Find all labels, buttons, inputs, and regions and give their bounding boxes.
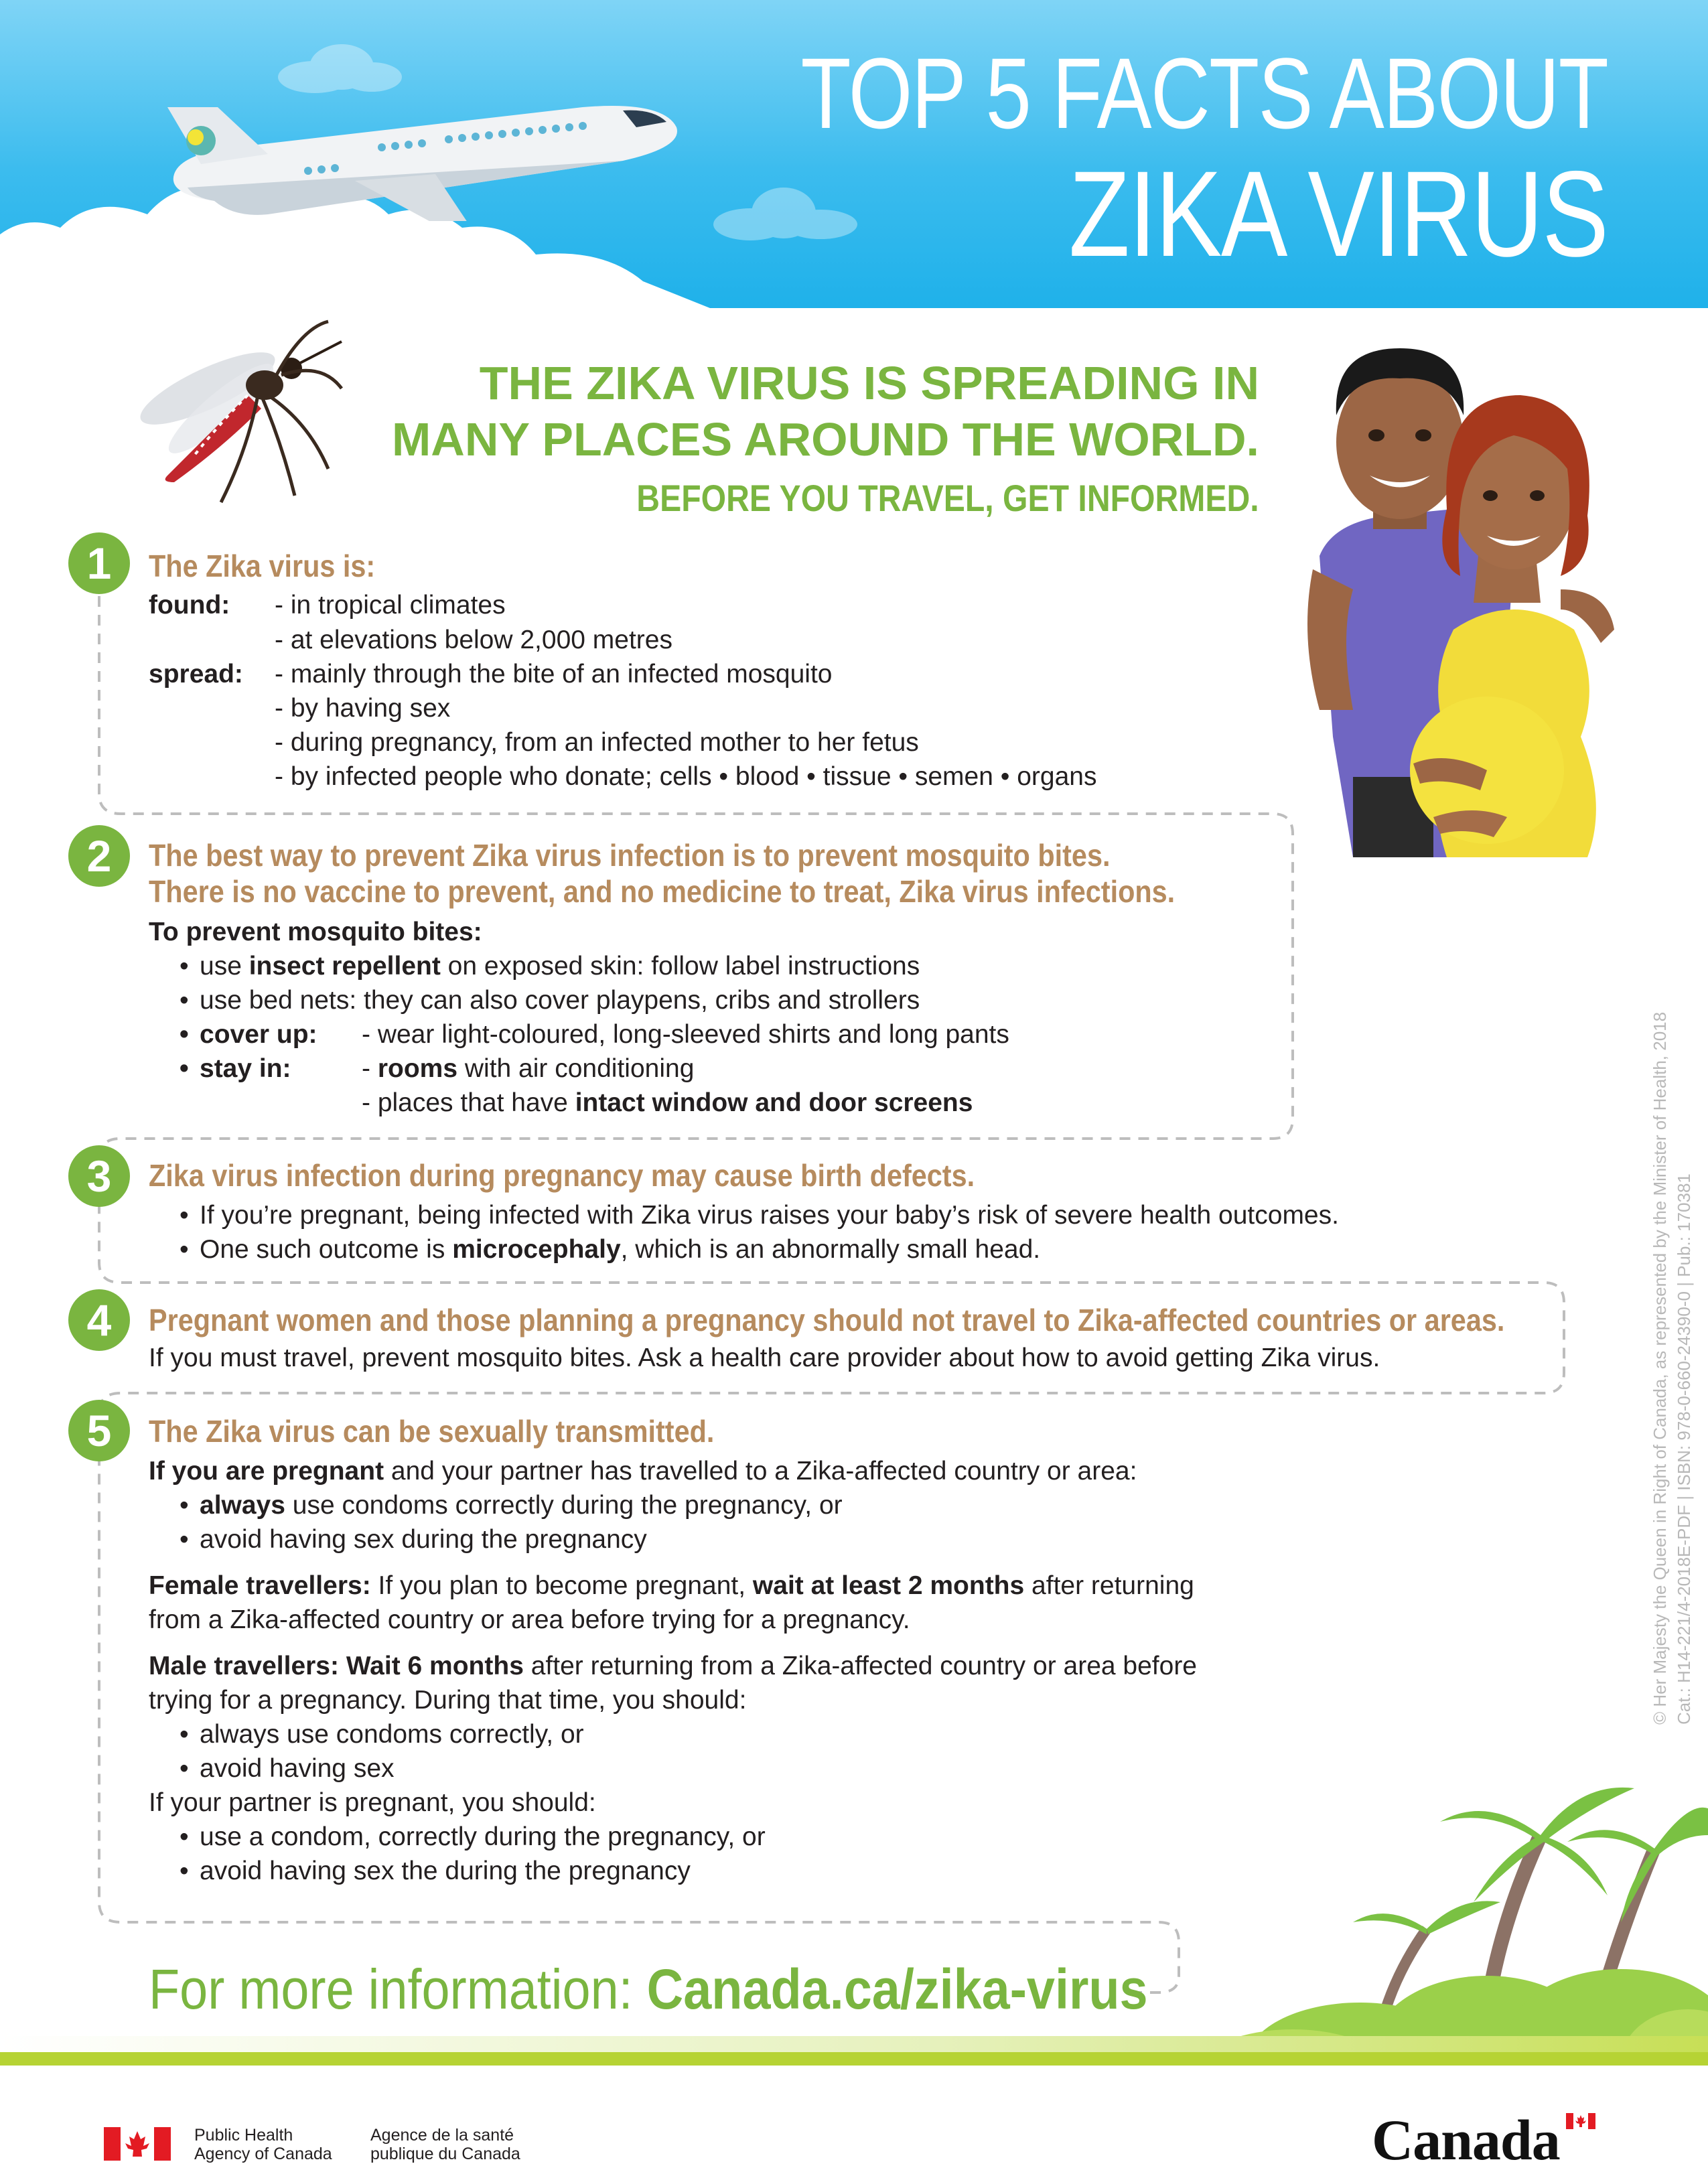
intro-subheading: BEFORE YOU TRAVEL, GET INFORMED. [636, 477, 1259, 519]
list-item-label: • cover up: [200, 1017, 317, 1052]
bold-span: microcephaly [452, 1235, 621, 1264]
paragraph [149, 1649, 1197, 1684]
list-item: • use bed nets: they can also cover playpens, cribs and strollers [200, 983, 920, 1018]
spread-item: - mainly through the bite of an infected mosquito [275, 660, 833, 689]
spread-label: spread: [149, 660, 243, 689]
copyright-notice [1648, 1012, 1696, 1725]
bold-span: intact window and door screens [575, 1088, 973, 1117]
text-span: on exposed skin: follow label instructions [440, 952, 920, 981]
agency-line: Agency of Canada [194, 2145, 332, 2163]
text-span: If you plan to become pregnant, [370, 1571, 753, 1600]
list-item-text [362, 1052, 694, 1086]
bold-span: insect repellent [248, 952, 441, 981]
list-item [200, 1488, 843, 1523]
list-item: • avoid having sex during the pregnancy [200, 1522, 647, 1557]
fact-4-text: If you must travel, prevent mosquito bites. Ask a health care provider about how to avoid getting Zika virus. [149, 1344, 1380, 1372]
text-span: use condoms correctly during the pregnancy, or [285, 1491, 843, 1520]
bold-span: wait at least 2 months [752, 1571, 1025, 1600]
fact-5-badge: 5 [68, 1400, 130, 1461]
paragraph [149, 1454, 1137, 1489]
intro-line1: THE ZIKA VIRUS IS SPREADING IN [479, 357, 1259, 409]
more-info-prefix: For more information: [149, 1958, 647, 2021]
text-span: after returning [1024, 1571, 1194, 1600]
copyright-line: © Her Majesty the Queen in Right of Canada, as represented by the Minister of Health, 2018 [1650, 1011, 1670, 1725]
fact-2-badge: 2 [68, 825, 130, 887]
paragraph [149, 1569, 1194, 1603]
fact-2-subheading: To prevent mosquito bites: [149, 918, 482, 946]
list-item-text: - wear light-coloured, long-sleeved shirts and long pants [362, 1020, 1009, 1049]
canada-wordmark: Canada [1372, 2108, 1560, 2170]
bold-span: If you are pregnant [149, 1457, 384, 1486]
page-title-line1: TOP 5 FACTS ABOUT [800, 37, 1608, 149]
spread-item: - by infected people who donate; cells • blood • tissue • semen • organs [275, 762, 1097, 791]
fact-4-heading: Pregnant women and those planning a pregnancy should not travel to Zika-affected countries or areas. [149, 1303, 1505, 1337]
bold-span: always [200, 1491, 285, 1520]
fact-3-heading: Zika virus infection during pregnancy may cause birth defects. [149, 1158, 975, 1193]
wordmark-flag-icon [1566, 2113, 1595, 2129]
text-span: - places that have [362, 1088, 575, 1117]
list-item: • always use condoms correctly, or [200, 1717, 584, 1752]
paragraph: If your partner is pregnant, you should: [149, 1788, 596, 1817]
text-span: with air conditioning [457, 1054, 695, 1083]
page-title-line2: ZIKA VIRUS [1068, 145, 1608, 282]
fact-2-heading-line2: There is no vaccine to prevent, and no medicine to treat, Zika virus infections. [149, 874, 1176, 909]
fact-4-badge: 4 [68, 1289, 130, 1351]
intro-line2: MANY PLACES AROUND THE WORLD. [392, 413, 1259, 465]
paragraph: trying for a pregnancy. During that time, you should: [149, 1686, 747, 1715]
text-span: One such outcome is [200, 1235, 453, 1264]
text-span: use [200, 952, 249, 981]
bold-span: Male travellers: Wait 6 months [149, 1652, 524, 1680]
ground-strip [0, 2051, 1708, 2066]
found-item: - in tropical climates [275, 591, 506, 620]
agency-line: Agence de la santé [370, 2126, 514, 2145]
fact-1-badge: 1 [68, 532, 130, 594]
fact-5-heading: The Zika virus can be sexually transmitted. [149, 1414, 715, 1449]
more-info-line [149, 1956, 1148, 2023]
fact-3-badge: 3 [68, 1145, 130, 1207]
agency-line: Public Health [194, 2126, 293, 2145]
text-span: after returning from a Zika-affected country or area before [523, 1652, 1197, 1680]
canada-flag-icon [104, 2127, 171, 2161]
list-item-text [362, 1086, 973, 1120]
ground-fade [0, 2036, 1708, 2052]
found-item: - at elevations below 2,000 metres [275, 626, 672, 654]
found-label: found: [149, 591, 230, 620]
bold-span: rooms [377, 1054, 458, 1083]
text-span: , which is an abnormally small head. [620, 1235, 1041, 1264]
agency-name-fr [370, 2126, 520, 2163]
palm-trees-illustration [1139, 1755, 1708, 2063]
list-item: • If you’re pregnant, being infected with Zika virus raises your baby’s risk of severe health outcomes. [200, 1198, 1339, 1233]
list-item-label: • stay in: [200, 1052, 291, 1086]
agency-line: publique du Canada [370, 2145, 520, 2163]
fact-2-heading-line1: The best way to prevent Zika virus infection is to prevent mosquito bites. [149, 838, 1111, 873]
text-span: - [362, 1054, 378, 1083]
text-span: and your partner has travelled to a Zika-affected country or area: [384, 1457, 1137, 1486]
spread-item: - during pregnancy, from an infected mother to her fetus [275, 728, 919, 757]
list-item [200, 949, 920, 984]
list-item: • avoid having sex the during the pregnancy [200, 1854, 691, 1889]
fact-1-heading: The Zika virus is: [149, 549, 376, 583]
more-info-link[interactable]: Canada.ca/zika-virus [646, 1958, 1148, 2021]
list-item [200, 1232, 1040, 1267]
spread-item: - by having sex [275, 694, 451, 723]
list-item: • use a condom, correctly during the pregnancy, or [200, 1820, 766, 1855]
agency-name-en [194, 2126, 332, 2163]
paragraph: from a Zika-affected country or area before trying for a pregnancy. [149, 1605, 910, 1634]
bold-span: Female travellers: [149, 1571, 371, 1600]
catalogue-line: Cat.: H14-221/4-2018E-PDF | ISBN: 978-0-660-24390-0 | Pub.: 170381 [1674, 1173, 1694, 1725]
list-item: • avoid having sex [200, 1751, 395, 1786]
